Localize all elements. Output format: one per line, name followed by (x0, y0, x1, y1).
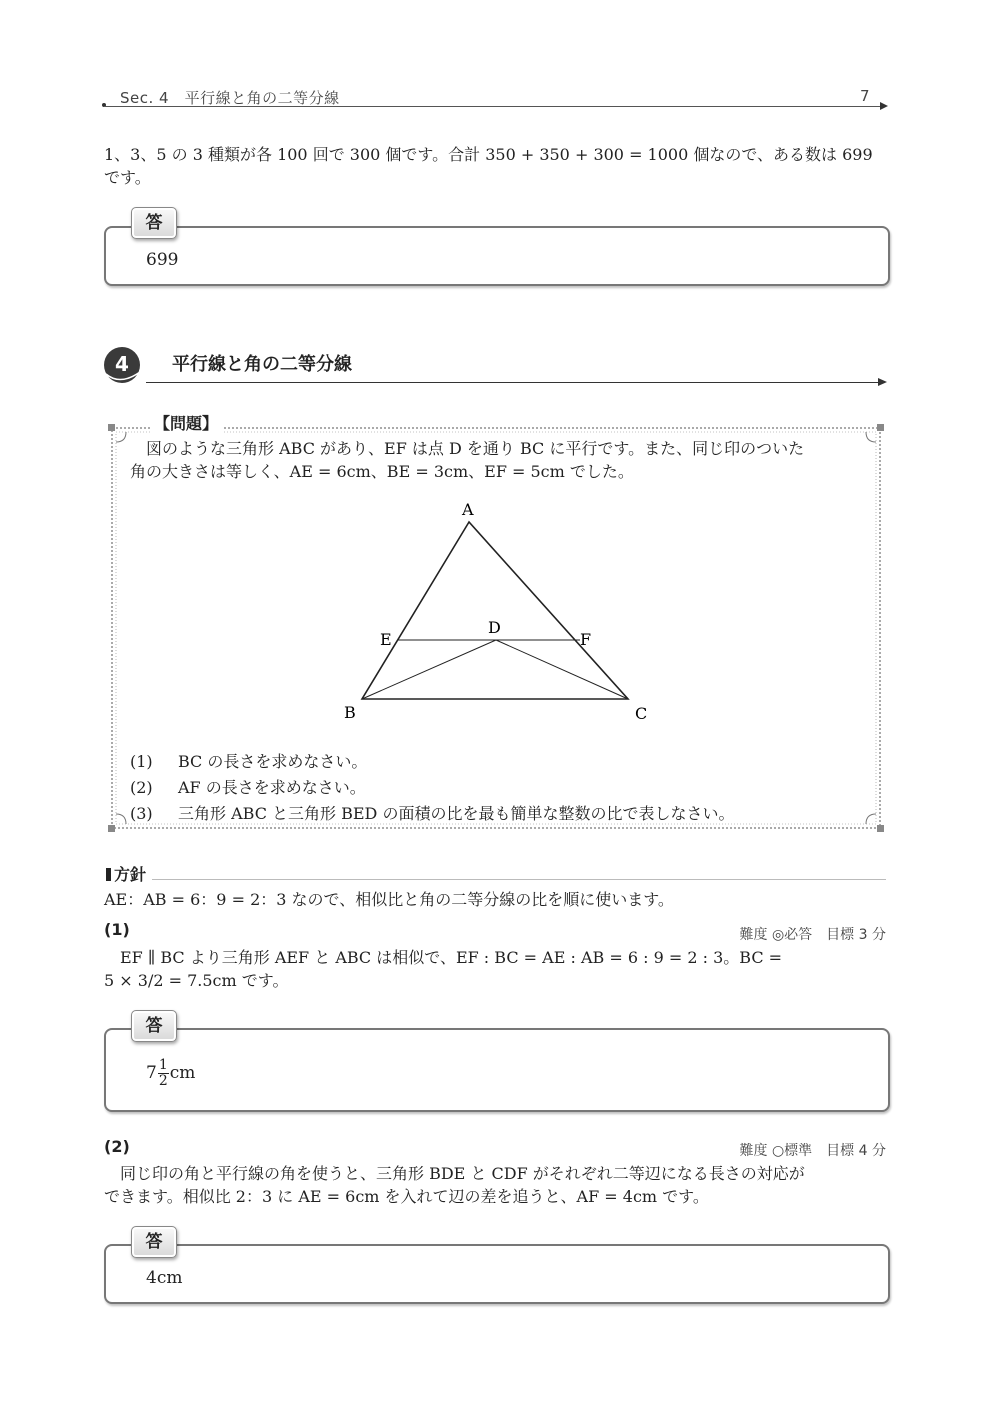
question-text: AF の長さを求めなさい。 (178, 778, 366, 797)
answer-label: 答 (131, 1226, 177, 1258)
strategy-title: 方針 (114, 865, 147, 884)
header-rule (104, 106, 884, 107)
problem-label: 【問題】 (150, 411, 222, 434)
page-number: 7 (860, 87, 870, 105)
triangle-figure (330, 495, 670, 730)
section-rule (146, 382, 880, 383)
answer-whole: 7 (146, 1063, 157, 1083)
part2-text-line-2: できます。相似比 2：3 に AE = 6cm を入れて辺の差を追うと、AF = 4cm です。 (104, 1187, 709, 1206)
question-item (130, 801, 734, 824)
section-arrow-icon (878, 378, 887, 386)
fraction-denominator: 2 (158, 1073, 168, 1089)
strategy-rule (152, 879, 886, 880)
question-text: 三角形 ABC と三角形 BED の面積の比を最も簡単な整数の比で表しなさい。 (178, 804, 735, 823)
label-b: B (344, 703, 356, 722)
intro-paragraph (104, 143, 890, 189)
part1-text-line-2: 5 × 3/2 = 7.5cm です。 (104, 971, 289, 990)
label-c: C (635, 704, 648, 723)
answer-value-part2: 4cm (146, 1268, 183, 1288)
intro-line-1: 1、3、5 の 3 種類が各 100 回で 300 個です。合計 350 + 350 + 300 = 1000 個なので、ある数は 699 (104, 145, 873, 164)
part1-text (104, 946, 890, 992)
part2-meta: 難度 ○標準 目標 4 分 (739, 1143, 886, 1159)
problem-text (130, 437, 870, 483)
header-arrow-icon (880, 102, 888, 110)
problem-text-line-1: 図のような三角形 ABC があり、EF は点 D を通り BC に平行です。また、同じ印のついた (146, 439, 805, 458)
question-item (130, 749, 367, 772)
running-header-title: Sec. 4 平行線と角の二等分線 (120, 89, 340, 107)
part2-text (104, 1162, 890, 1208)
answer-unit: cm (169, 1063, 196, 1083)
answer-value-part1 (146, 1058, 195, 1089)
answer-label: 答 (131, 207, 177, 239)
section-number: 4 (115, 352, 129, 376)
strategy-marker-icon (106, 868, 111, 881)
strategy-text: AE：AB = 6：9 = 2：3 なので、相似比と角の二等分線の比を順に使います。 (104, 890, 674, 909)
part2-text-line-1: 同じ印の角と平行線の角を使うと、三角形 BDE と CDF がそれぞれ二等辺になる長さの対応が (120, 1164, 805, 1183)
fraction-numerator: 1 (158, 1057, 168, 1073)
triangle-abc (362, 522, 628, 699)
answer-fraction (158, 1058, 169, 1089)
question-number: (2) (130, 778, 153, 797)
label-f: F (580, 630, 592, 649)
label-a: A (462, 500, 474, 519)
answer-box-part2 (104, 1244, 890, 1304)
intro-line-2: です。 (104, 168, 151, 187)
question-item (130, 775, 366, 798)
answer-box-part1 (104, 1028, 890, 1112)
section-badge-icon (100, 344, 144, 384)
question-text: BC の長さを求めなさい。 (178, 752, 368, 771)
label-d: D (488, 618, 501, 637)
part1-label: (1) (104, 920, 130, 939)
problem-text-line-2: 角の大きさは等しく、AE = 6cm、BE = 3cm、EF = 5cm でした。 (130, 462, 634, 481)
label-e: E (380, 630, 392, 649)
part2-label: (2) (104, 1137, 130, 1156)
answer-value-intro: 699 (146, 250, 179, 270)
segment-dc (496, 640, 628, 699)
part1-meta: 難度 ◎必答 目標 3 分 (739, 927, 886, 943)
section-title: 平行線と角の二等分線 (172, 354, 352, 375)
question-number: (3) (130, 804, 153, 823)
answer-box-intro (104, 226, 890, 286)
question-number: (1) (130, 752, 153, 771)
answer-label: 答 (131, 1010, 177, 1042)
part1-text-line-1: EF ∥ BC より三角形 AEF と ABC は相似で、EF : BC = AE : AB = 6 : 9 = 2 : 3。BC = (120, 948, 783, 967)
